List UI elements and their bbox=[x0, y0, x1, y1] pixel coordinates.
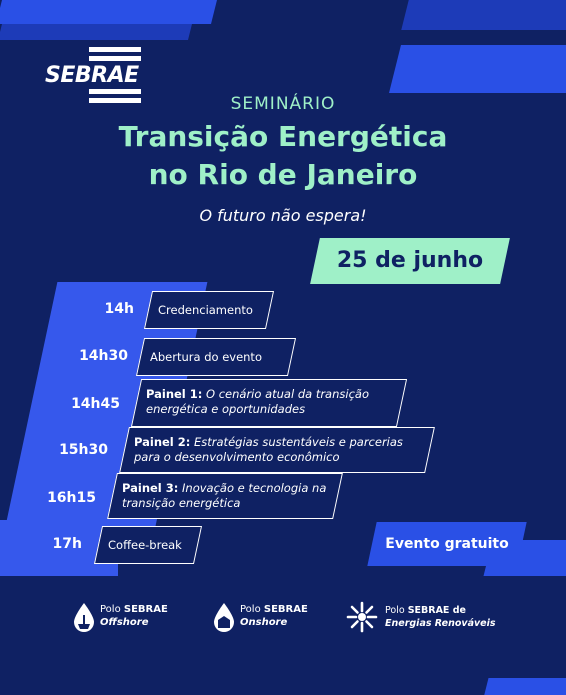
decor-shape-top-right bbox=[401, 0, 566, 30]
polo-renewables-logo bbox=[345, 600, 525, 634]
agenda-detail-block bbox=[134, 435, 403, 465]
agenda-time: 14h30 bbox=[79, 348, 128, 364]
agenda-row bbox=[0, 379, 566, 429]
polo-prefix: Polo bbox=[240, 604, 264, 615]
polo-onshore-line1 bbox=[240, 604, 308, 615]
logo-text: SEBRAE bbox=[45, 63, 139, 88]
agenda-time: 15h30 bbox=[59, 442, 108, 458]
polo-prefix: Polo bbox=[385, 605, 408, 616]
polo-offshore-line2: Offshore bbox=[100, 617, 149, 628]
title-line-2: no Rio de Janeiro bbox=[148, 158, 418, 191]
agenda-label: Painel 2: bbox=[134, 435, 191, 449]
decor-shape-bottom-right-2 bbox=[484, 678, 566, 695]
agenda-row bbox=[0, 289, 566, 329]
agenda-detail-2: transição energética bbox=[122, 496, 241, 510]
decor-shape-top-left bbox=[0, 0, 217, 24]
logo-bar bbox=[89, 47, 141, 52]
polo-renewables-line1 bbox=[385, 605, 466, 616]
agenda-row bbox=[0, 473, 566, 523]
decor-shape-top-left-2 bbox=[0, 24, 192, 40]
polo-brand: SEBRAE bbox=[123, 604, 168, 615]
date-text: 25 de junho bbox=[336, 248, 484, 273]
polo-brand: SEBRAE bbox=[263, 604, 308, 615]
agenda-time: 14h bbox=[104, 301, 134, 317]
polo-onshore-logo bbox=[212, 600, 342, 634]
agenda-time: 16h15 bbox=[47, 490, 96, 506]
agenda-label: Abertura do evento bbox=[150, 350, 262, 364]
agenda-detail: Estratégias sustentáveis e parcerias bbox=[194, 435, 403, 449]
agenda-label: Credenciamento bbox=[158, 303, 253, 317]
polo-suffix: de bbox=[449, 605, 466, 616]
agenda-label: Coffee-break bbox=[108, 538, 182, 552]
water-drop-icon bbox=[72, 602, 96, 632]
agenda-time: 14h45 bbox=[71, 396, 120, 412]
subtitle-text: O futuro não espera! bbox=[199, 206, 367, 225]
polo-renewables-line2: Energias Renováveis bbox=[385, 618, 496, 629]
logo-bar bbox=[89, 56, 141, 61]
agenda-detail-block bbox=[122, 481, 326, 511]
polo-offshore-logo bbox=[72, 600, 202, 634]
polo-brand: SEBRAE bbox=[407, 605, 450, 616]
agenda-detail: O cenário atual da transição bbox=[206, 387, 369, 401]
agenda-label: Painel 3: bbox=[122, 481, 179, 495]
agenda-detail-2: energética e oportunidades bbox=[146, 402, 306, 416]
free-event-text: Evento gratuito bbox=[385, 536, 509, 552]
agenda-detail-block bbox=[146, 387, 369, 417]
decor-shape-right-mid bbox=[389, 45, 566, 93]
kicker-text: SEMINÁRIO bbox=[230, 94, 336, 114]
polo-onshore-line2: Onshore bbox=[240, 617, 288, 628]
polo-offshore-line1 bbox=[100, 604, 168, 615]
agenda-row bbox=[0, 336, 566, 376]
sun-icon bbox=[345, 600, 379, 634]
polo-prefix: Polo bbox=[100, 604, 124, 615]
title-line-1: Transição Energética bbox=[118, 120, 448, 153]
water-drop-icon bbox=[212, 602, 236, 632]
agenda-detail: Inovação e tecnologia na bbox=[182, 481, 327, 495]
agenda-label: Painel 1: bbox=[146, 387, 203, 401]
agenda-time: 17h bbox=[52, 536, 82, 552]
agenda-detail-2: para o desenvolvimento econômico bbox=[134, 450, 340, 464]
agenda-row bbox=[0, 425, 566, 475]
